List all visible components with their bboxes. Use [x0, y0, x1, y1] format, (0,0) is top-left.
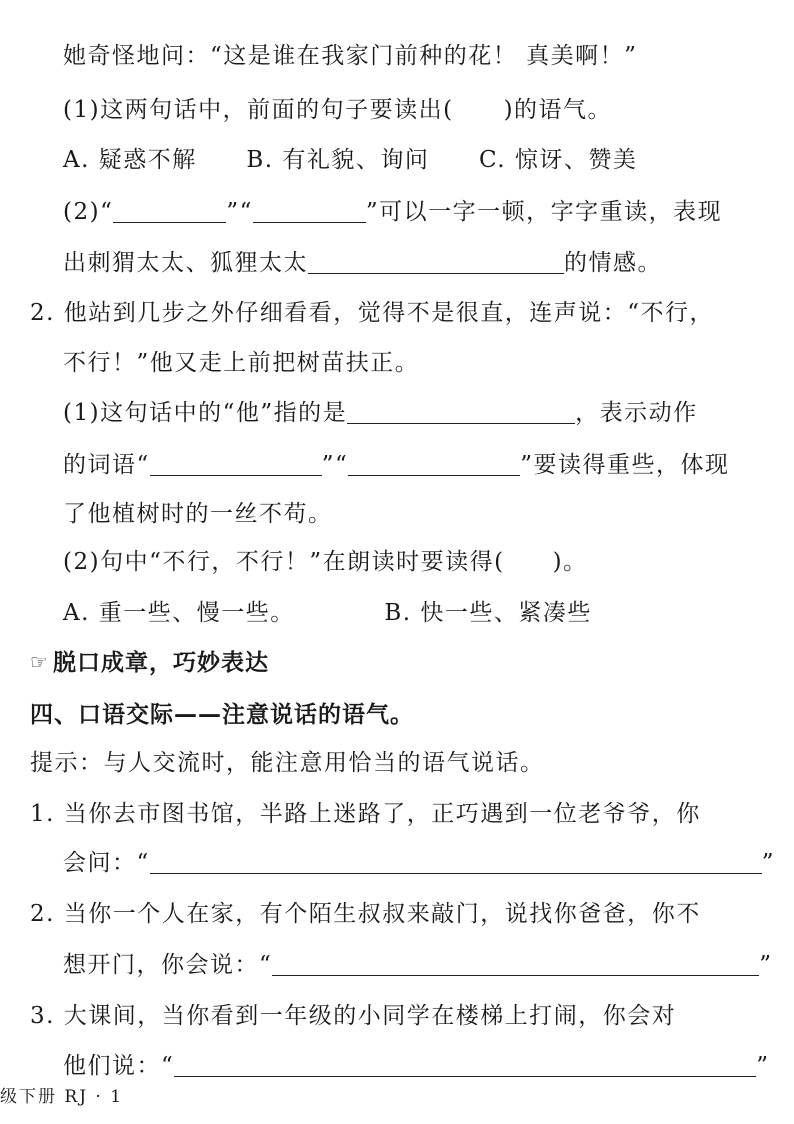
question-text: ”“ — [321, 452, 349, 478]
pointing-hand-icon: ☞ — [30, 650, 49, 674]
question-line — [63, 397, 698, 429]
text-line: 了他植树时的一丝不苟。 — [63, 501, 333, 527]
text-line: 她奇怪地问：“这是谁在我家门前种的花！ 真美啊！” — [63, 43, 638, 69]
tip-text: 提示：与人交流时，能注意用恰当的语气说话。 — [30, 750, 545, 776]
question-line: 2. 他站到几步之外仔细看看，觉得不是很直，连声说：“不行， — [30, 300, 715, 326]
options-line — [63, 144, 637, 176]
option-c: C. 惊讶、赞美 — [479, 147, 638, 173]
close-quote: ” — [756, 1053, 770, 1079]
question-line — [63, 449, 730, 481]
option-a: A. 疑惑不解 — [63, 147, 197, 173]
question-line — [63, 196, 722, 228]
question-text: 想开门，你会说：“ — [63, 952, 273, 978]
question-text: ，表示动作 — [575, 400, 698, 426]
answer-blank[interactable] — [272, 951, 759, 976]
text-line: 不行！”他又走上前把树苗扶正。 — [63, 350, 420, 376]
close-quote: ” — [761, 850, 776, 876]
answer-blank[interactable] — [174, 1052, 756, 1077]
question-text: 的情感。 — [564, 250, 662, 276]
question-text: ”可以一字一顿，字字重读，表现 — [365, 199, 723, 225]
question-text: )的语气。 — [503, 97, 613, 123]
answer-blank[interactable] — [253, 198, 366, 223]
question-text: 出刺猬太太、狐狸太太 — [63, 250, 308, 276]
question-text: 他们说：“ — [63, 1053, 175, 1079]
answer-blank[interactable] — [150, 451, 322, 476]
options-line — [63, 597, 592, 629]
question-text: (1)这句话中的“他”指的是 — [63, 400, 348, 426]
question-line: 1. 当你去市图书馆，半路上迷路了，正巧遇到一位老爷爷，你 — [30, 801, 701, 827]
section-tag-label: 脱口成章，巧妙表达 — [52, 650, 269, 676]
question-line — [63, 247, 662, 279]
question-text: (1)这两句话中，前面的句子要读出( — [63, 97, 454, 123]
question-line: 2. 当你一个人在家，有个陌生叔叔来敲门，说找你爸爸，你不 — [30, 901, 701, 927]
section-title: 四、口语交际——注意说话的语气。 — [30, 702, 414, 728]
question-text: 会问：“ — [63, 850, 150, 876]
answer-blank[interactable] — [308, 249, 564, 274]
question-line — [63, 94, 612, 126]
answer-blank[interactable] — [348, 451, 520, 476]
question-text: )。 — [552, 549, 588, 575]
question-text: (2)“ — [63, 199, 114, 225]
question-line: 3. 大课间，当你看到一年级的小同学在楼梯上打闹，你会对 — [30, 1003, 677, 1029]
question-line — [63, 1050, 770, 1082]
option-a: A. 重一些、慢一些。 — [63, 600, 295, 626]
question-text: ”“ — [226, 199, 253, 225]
option-b: B. 快一些、紧凑些 — [384, 600, 592, 626]
question-line — [63, 546, 588, 578]
close-quote: ” — [759, 952, 773, 978]
question-text: 的词语“ — [63, 452, 150, 478]
answer-blank[interactable] — [113, 198, 226, 223]
question-line — [63, 847, 775, 879]
answer-blank[interactable] — [150, 849, 762, 874]
option-b: B. 有礼貌、询问 — [246, 147, 430, 173]
section-tag — [30, 646, 269, 679]
question-text: ”要读得重些，体现 — [520, 452, 730, 478]
page-footer: 级下册 RJ · 1 — [0, 1087, 124, 1107]
question-text: (2)句中“不行，不行！”在朗读时要读得( — [63, 549, 505, 575]
question-line — [63, 949, 773, 981]
answer-blank[interactable] — [347, 399, 575, 424]
